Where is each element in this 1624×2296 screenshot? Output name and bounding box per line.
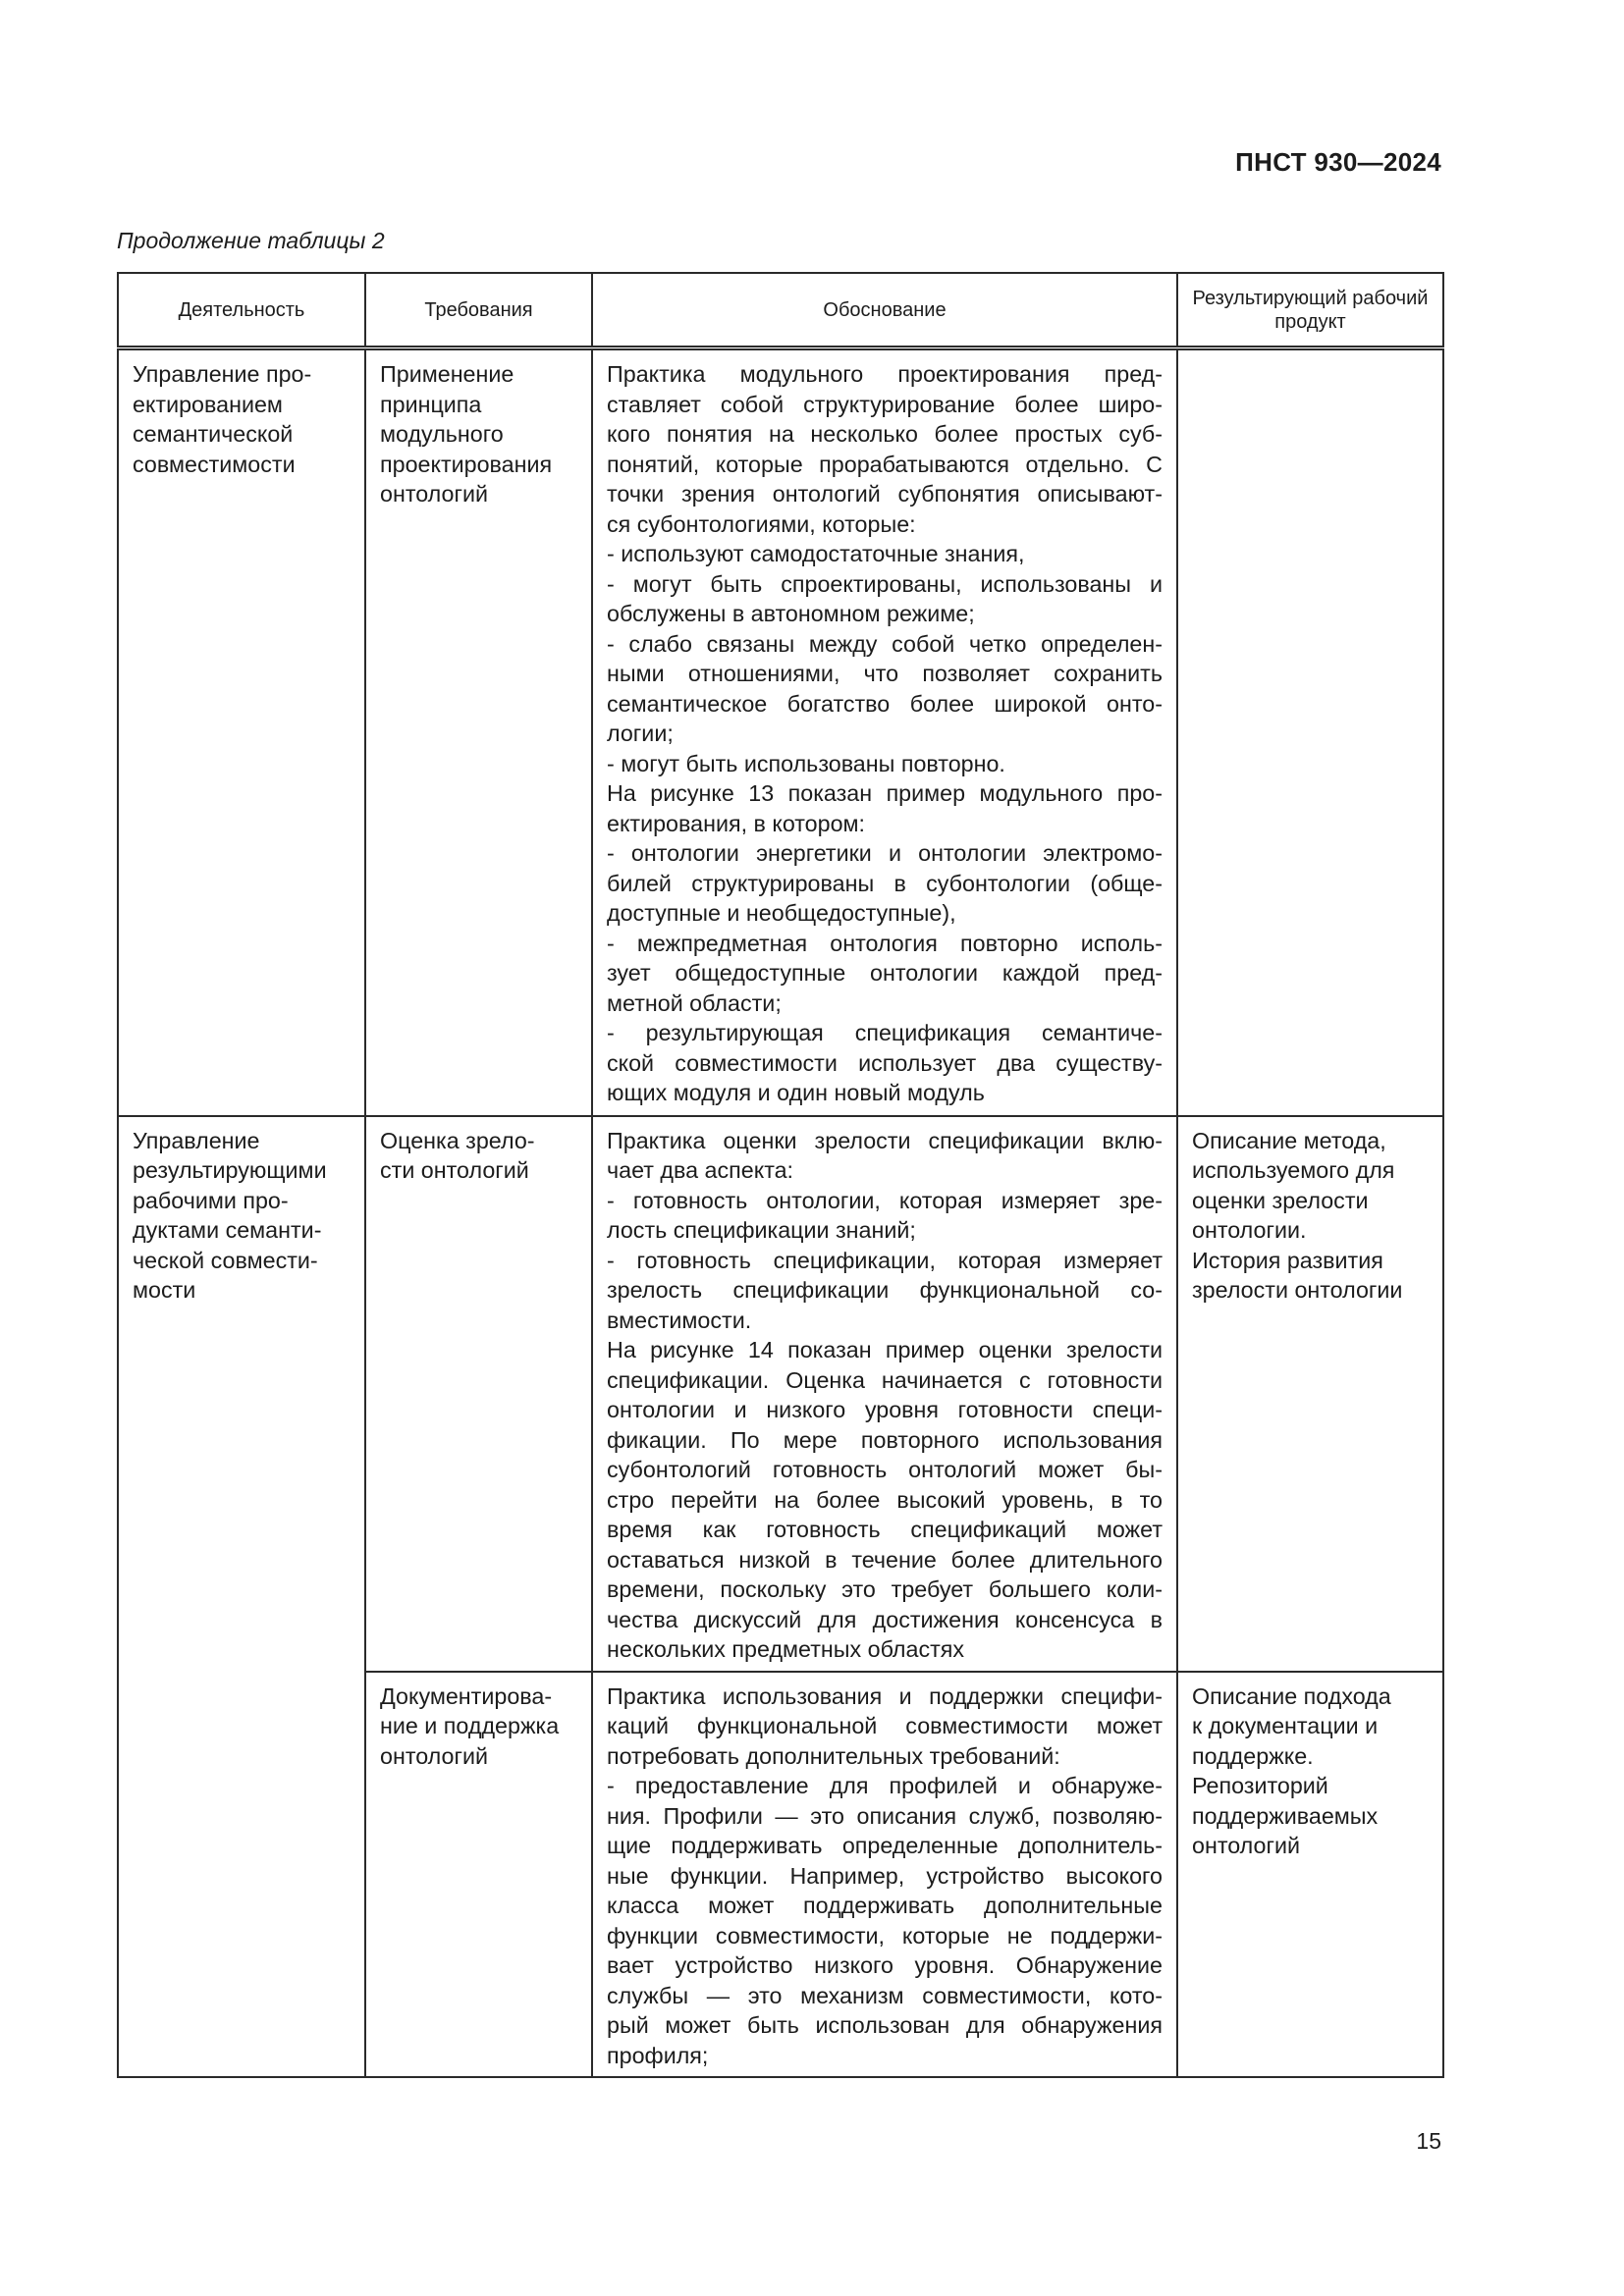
text-line: потребовать дополнительных требований: — [607, 1742, 1060, 1769]
text-line: чества дискуссий для достижения консенсуса в — [607, 1606, 1163, 1632]
text-line: семантическое богатство более широкой онто- — [607, 690, 1163, 717]
text-line: онтологий — [380, 481, 489, 507]
text-line: - используют самодостаточные знания, — [607, 541, 1025, 566]
table-continuation-caption: Продолжение таблицы 2 — [117, 228, 385, 253]
text-line: ния. Профили — это описания служб, позволяю- — [607, 1802, 1163, 1829]
text-line: ние и поддержка — [380, 1713, 560, 1738]
text-line: лость спецификации знаний; — [607, 1217, 916, 1243]
text-line: мости — [133, 1277, 196, 1303]
text-line: спецификации. Оценка начинается с готовности — [607, 1366, 1163, 1393]
table-row — [118, 348, 1443, 1116]
text-line: История развития — [1192, 1247, 1383, 1273]
text-line: - могут быть спроектированы, использованы и — [607, 570, 1163, 597]
table-row — [118, 1116, 1443, 1672]
text-line: Описание метода, — [1192, 1127, 1386, 1153]
text-line: обслужены в автономном режиме; — [607, 601, 975, 626]
column-header-requirements: Требования — [365, 273, 592, 348]
text-line: модульного — [380, 421, 504, 447]
text-line: - могут быть использованы повторно. — [607, 750, 1005, 776]
text-line: поддержке. — [1192, 1742, 1314, 1769]
text-line: ческой совмести- — [133, 1247, 318, 1273]
text-line: Практика модульного проектирования пред- — [607, 361, 1163, 387]
text-line: используемого для — [1192, 1157, 1395, 1183]
text-line: онтологии и низкого уровня готовности специ- — [607, 1397, 1163, 1422]
text-line: времени, поскольку это требует большего коли- — [607, 1576, 1163, 1602]
text-line: каций функциональной совместимости может — [607, 1713, 1163, 1738]
text-line: профиля; — [607, 2042, 709, 2068]
text-line: оценки зрелости — [1192, 1187, 1369, 1213]
text-line: стро перейти на более высокий уровень, в то — [607, 1486, 1163, 1513]
text-line: дуктами семанти- — [133, 1217, 322, 1243]
text-line: зует общедоступные онтологии каждой пред- — [607, 960, 1163, 986]
text-line: чает два аспекта: — [607, 1157, 794, 1183]
text-line: Управление про- — [133, 361, 312, 387]
text-line: ся субонтологиями, которые: — [607, 510, 916, 537]
text-line: ставляет собой структурирование более широ- — [607, 391, 1163, 417]
text-line: ектированием — [133, 391, 283, 417]
text-line: - предоставление для профилей и обнаруже- — [607, 1773, 1163, 1798]
text-line: ющих модуля и один новый модуль — [607, 1080, 985, 1105]
requirement-cell — [365, 1116, 592, 1672]
justification-cell — [592, 1672, 1177, 2078]
text-line: класса может поддерживать дополнительные — [607, 1893, 1163, 1918]
text-line: рый может быть использован для обнаружения — [607, 2012, 1163, 2038]
justification-cell — [592, 1116, 1177, 1672]
text-line: билей структурированы в субонтологии (обще- — [607, 870, 1163, 896]
text-line: Практика использования и поддержки специфи- — [607, 1682, 1163, 1709]
text-line: вает устройство низкого уровня. Обнаружение — [607, 1952, 1163, 1978]
text-line: ской совместимости использует два существу- — [607, 1049, 1163, 1076]
text-line: щие поддерживать определенные дополнитель- — [607, 1833, 1163, 1858]
text-line: результирующими — [133, 1157, 327, 1183]
column-header-justification: Обоснование — [592, 273, 1177, 348]
text-line: метной области; — [607, 989, 782, 1016]
requirements-table — [117, 272, 1444, 2078]
text-line: логии; — [607, 721, 674, 746]
text-line: понятий, которые прорабатываются отдельно. С — [607, 451, 1163, 477]
text-line: онтологии. — [1192, 1217, 1307, 1243]
text-line: рабочими про- — [133, 1187, 289, 1213]
text-line: службы — это механизм совместимости, кото- — [607, 1982, 1163, 2008]
text-line: Документирова- — [380, 1682, 553, 1709]
text-line: фикации. По мере повторного использования — [607, 1426, 1163, 1453]
text-line: Описание подхода — [1192, 1682, 1391, 1709]
text-line: вместимости. — [607, 1307, 752, 1333]
text-line: совместимости — [133, 451, 296, 477]
document-code: ПНСТ 930—2024 — [1235, 147, 1441, 177]
text-line: - слабо связаны между собой четко определен- — [607, 630, 1163, 657]
text-line: - готовность онтологии, которая измеряет зре- — [607, 1187, 1163, 1213]
requirement-cell — [365, 348, 592, 1116]
requirement-cell — [365, 1672, 592, 2078]
product-cell — [1177, 1116, 1443, 1672]
text-line: доступные и необщедоступные), — [607, 900, 956, 926]
text-line: кого понятия на несколько более простых суб- — [607, 421, 1163, 447]
text-line: точки зрения онтологий субпонятия описывают- — [607, 481, 1163, 507]
text-line: оставаться низкой в течение более длительного — [607, 1546, 1163, 1573]
text-line: нескольких предметных областях — [607, 1636, 965, 1662]
text-line: - результирующая спецификация семантиче- — [607, 1020, 1163, 1045]
column-header-activity: Деятельность — [118, 273, 365, 348]
activity-cell — [118, 348, 365, 1116]
text-line: семантической — [133, 421, 294, 447]
text-line: На рисунке 14 показан пример оценки зрелости — [607, 1337, 1163, 1362]
text-line: ные функции. Например, устройство высокого — [607, 1862, 1163, 1889]
text-line: - онтологии энергетики и онтологии электромо- — [607, 840, 1163, 866]
text-line: субонтологий готовность онтологий может бы- — [607, 1457, 1163, 1482]
text-line: Оценка зрело- — [380, 1127, 535, 1153]
text-line: Практика оценки зрелости спецификации вклю- — [607, 1127, 1163, 1153]
text-line: Применение — [380, 361, 514, 387]
text-line: зрелости онтологии — [1192, 1277, 1403, 1303]
text-line: ектирования, в котором: — [607, 810, 866, 836]
text-line: время как готовность спецификаций может — [607, 1517, 1163, 1542]
text-line: онтологий — [1192, 1833, 1301, 1858]
text-line: к документации и — [1192, 1713, 1379, 1738]
text-line: Репозиторий — [1192, 1773, 1328, 1798]
text-line: ными отношениями, что позволяет сохранить — [607, 661, 1163, 686]
column-header-product: Результирующий рабочий продукт — [1177, 273, 1443, 348]
text-line: принципа — [380, 391, 482, 417]
justification-cell — [592, 348, 1177, 1116]
text-line: сти онтологий — [380, 1157, 529, 1183]
text-line: На рисунке 13 показан пример модульного про- — [607, 780, 1163, 806]
text-line: поддерживаемых — [1192, 1802, 1379, 1829]
product-cell — [1177, 348, 1443, 1116]
table-header-row — [118, 273, 1443, 348]
product-cell — [1177, 1672, 1443, 2078]
text-line: зрелость спецификации функциональной со- — [607, 1277, 1163, 1303]
text-line: функции совместимости, которые не поддержи- — [607, 1922, 1163, 1949]
text-line: онтологий — [380, 1742, 489, 1769]
text-line: Управление — [133, 1127, 260, 1153]
text-line: - готовность спецификации, которая измеряет — [607, 1247, 1163, 1273]
page-number: 15 — [1416, 2128, 1441, 2154]
text-line: проектирования — [380, 451, 553, 477]
activity-cell — [118, 1116, 365, 2078]
text-line: - межпредметная онтология повторно исполь- — [607, 930, 1163, 956]
